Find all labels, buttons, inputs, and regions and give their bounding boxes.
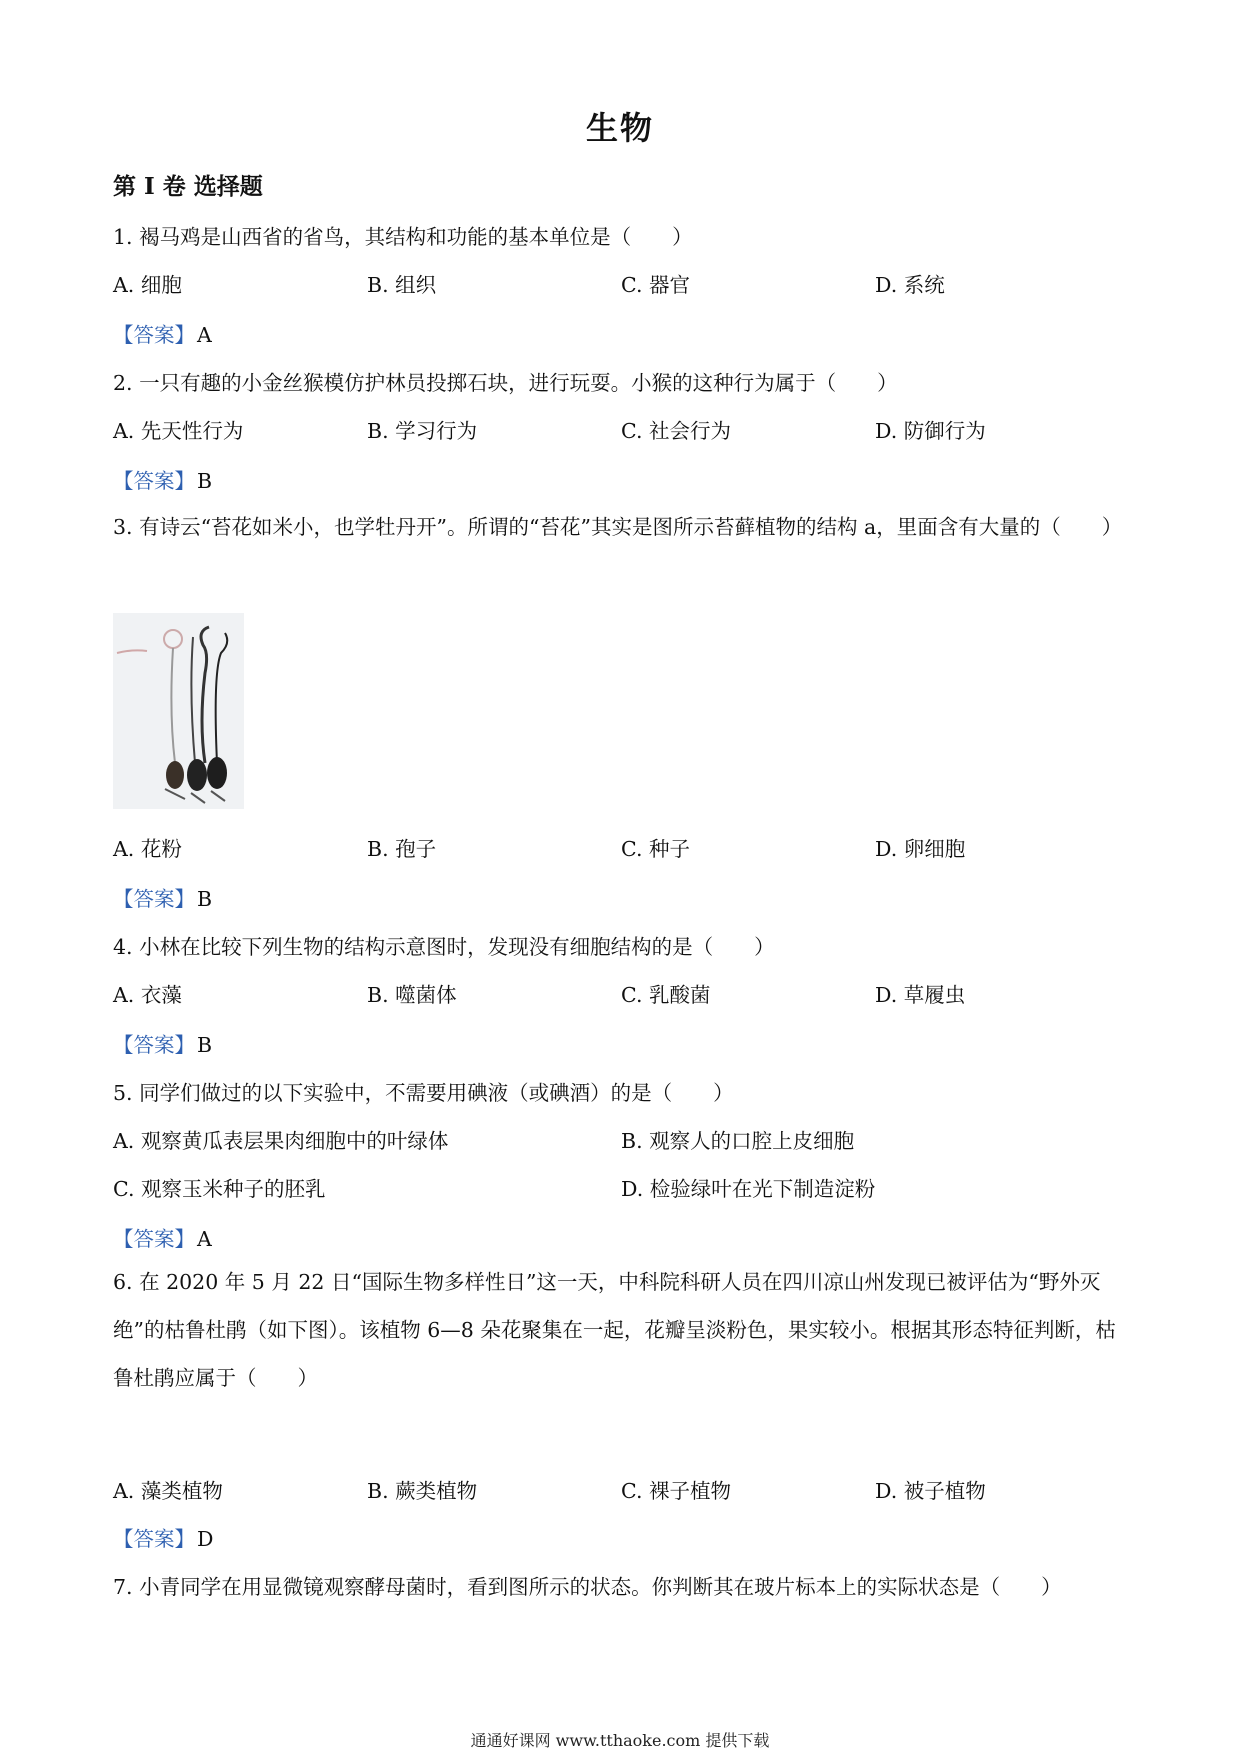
option-b: B. 观察人的口腔上皮细胞	[621, 1129, 855, 1153]
question-1-options	[113, 268, 1133, 298]
option-c: C. 乳酸菌	[621, 983, 711, 1007]
option-c: C. 器官	[621, 273, 690, 297]
answer-label: 【答案】	[113, 323, 195, 347]
option-b: B. 孢子	[367, 837, 437, 861]
answer-3	[113, 882, 212, 912]
answer-4	[113, 1028, 212, 1058]
option-a: A. 衣藻	[113, 983, 182, 1007]
option-d: D. 检验绿叶在光下制造淀粉	[621, 1177, 876, 1201]
question-2: 2. 一只有趣的小金丝猴模仿护林员投掷石块，进行玩耍。小猴的这种行为属于（ ）	[113, 371, 898, 395]
answer-label: 【答案】	[113, 1033, 195, 1057]
question-7: 7. 小青同学在用显微镜观察酵母菌时，看到图所示的状态。你判断其在玻片标本上的实际状态是（ ）	[113, 1575, 1062, 1599]
question-5: 5. 同学们做过的以下实验中，不需要用碘液（或碘酒）的是（ ）	[113, 1081, 734, 1105]
answer-6	[113, 1522, 213, 1552]
question-6: 6. 在 2020 年 5 月 22 日“国际生物多样性日”这一天，中科院科研人员在四川凉山州发现已被评估为“野外灭绝”的枯鲁杜鹃（如下图）。该植物 6—8 朵花聚集在一起，花瓣呈淡粉色，果实较小。根据其形态特征判断，枯鲁杜鹃应属于（ ）	[113, 1270, 1116, 1390]
option-d: D. 卵细胞	[875, 837, 966, 861]
answer-label: 【答案】	[113, 469, 195, 493]
option-b: B. 噬菌体	[367, 983, 457, 1007]
question-4-options	[113, 978, 1133, 1008]
question-1: 1. 褐马鸡是山西省的省鸟，其结构和功能的基本单位是（ ）	[113, 225, 693, 249]
question-2-options	[113, 414, 1133, 444]
option-b: B. 学习行为	[367, 419, 478, 443]
option-a: A. 花粉	[113, 837, 182, 861]
option-d: D. 草履虫	[875, 983, 966, 1007]
option-a: A. 观察黄瓜表层果肉细胞中的叶绿体	[113, 1129, 449, 1153]
section-heading: 第 I 卷 选择题	[113, 173, 263, 200]
question-6-options	[113, 1474, 1133, 1504]
question-3: 3. 有诗云“苔花如米小，也学牡丹开”。所谓的“苔花”其实是图所示苔藓植物的结构 a，里面含有大量的（ ）	[113, 515, 1123, 539]
option-c: C. 种子	[621, 837, 690, 861]
question-3-options	[113, 832, 1133, 862]
option-a: A. 藻类植物	[113, 1479, 223, 1503]
question-5-options-row2	[113, 1172, 1133, 1202]
answer-2	[113, 464, 212, 494]
option-c: C. 裸子植物	[621, 1479, 731, 1503]
option-c: C. 观察玉米种子的胚乳	[113, 1177, 326, 1201]
page-footer: 通通好课网 www.tthaoke.com 提供下载	[470, 1731, 770, 1750]
answer-5	[113, 1222, 212, 1252]
answer-label: 【答案】	[113, 1527, 195, 1551]
answer-value: B	[197, 1033, 213, 1057]
option-b: B. 蕨类植物	[367, 1479, 478, 1503]
moss-figure	[113, 613, 244, 809]
moss-plant-icon	[113, 613, 244, 809]
answer-value: D	[197, 1527, 214, 1551]
question-4: 4. 小林在比较下列生物的结构示意图时，发现没有细胞结构的是（ ）	[113, 935, 775, 959]
option-d: D. 防御行为	[875, 419, 986, 443]
answer-1	[113, 318, 212, 348]
answer-value: A	[197, 323, 212, 347]
answer-value: B	[197, 469, 213, 493]
answer-label: 【答案】	[113, 1227, 195, 1251]
option-b: B. 组织	[367, 273, 437, 297]
option-d: D. 系统	[875, 273, 945, 297]
answer-value: B	[197, 887, 213, 911]
option-c: C. 社会行为	[621, 419, 731, 443]
question-5-options-row1	[113, 1124, 1133, 1154]
option-a: A. 细胞	[113, 273, 182, 297]
page-title: 生物	[585, 109, 654, 147]
option-a: A. 先天性行为	[113, 419, 244, 443]
answer-value: A	[197, 1227, 212, 1251]
answer-label: 【答案】	[113, 887, 195, 911]
option-d: D. 被子植物	[875, 1479, 986, 1503]
